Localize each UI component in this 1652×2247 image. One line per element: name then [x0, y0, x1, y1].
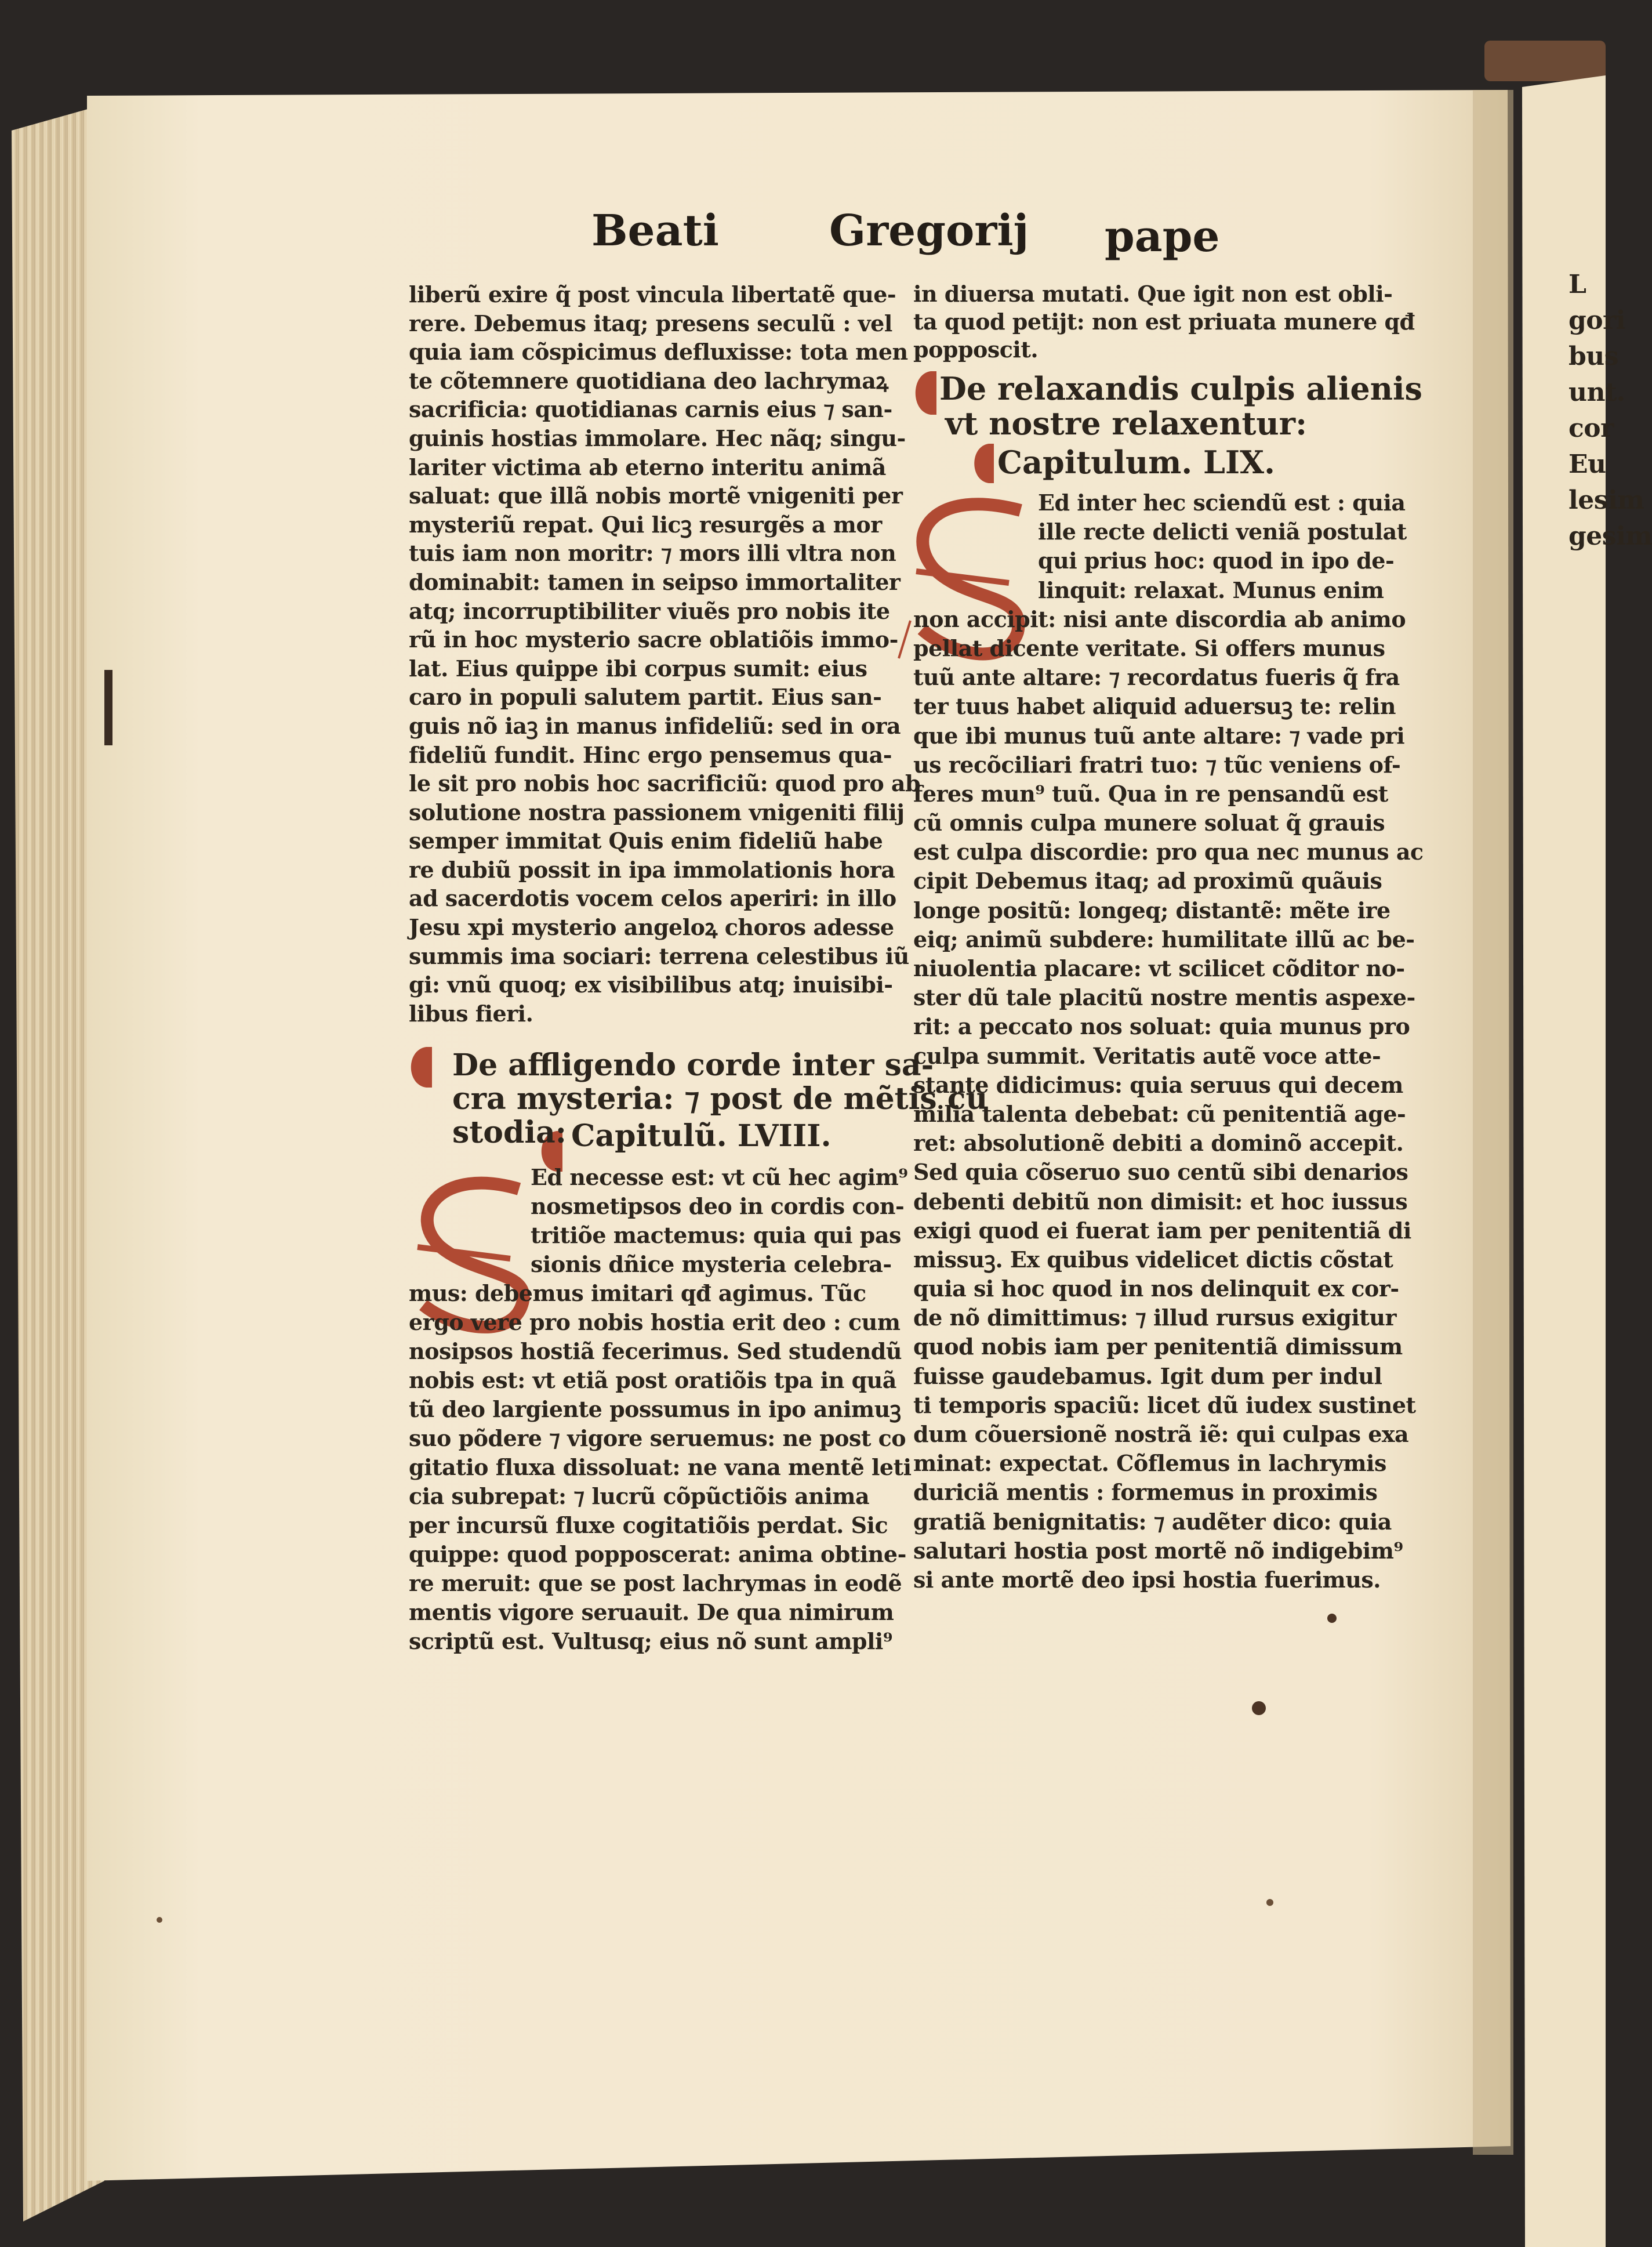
text-line: est culpa discordie: pro qua nec munus ac — [913, 839, 1424, 865]
text-line: pellat dicente veritate. Si offers munus — [913, 635, 1385, 661]
text-line: ster dũ tale placitũ nostre mentis aspexe- — [913, 984, 1415, 1011]
text-line: Jesu xpi mysterio angeloꝝ choros adesse — [409, 914, 894, 941]
text-line: gori — [1569, 306, 1626, 335]
text-line: sacrificia: quotidianas carnis eius ⁊ san- — [409, 396, 892, 423]
text-line: ille recte delicti veniã postulat — [1038, 519, 1407, 545]
text-line: lariter victima ab eterno interitu animã — [409, 454, 886, 480]
text-line: gratiã benignitatis: ⁊ audẽter dico: quia — [913, 1508, 1392, 1535]
left-column-bottom — [409, 1163, 912, 1656]
text-line: salutari hostia post mortẽ nõ indigebim⁹ — [913, 1537, 1403, 1564]
text-line: popposcit. — [913, 336, 1039, 363]
text-line: re meruit: que se post lachrymas in eodẽ — [409, 1570, 902, 1596]
ink-spot — [157, 1917, 162, 1923]
text-line: missuꝫ. Ex quibus videlicet dictis cõstat — [913, 1246, 1393, 1273]
text-line: quia si hoc quod in nos delinquit ex cor- — [913, 1275, 1399, 1302]
chapter-58-heading-line: cra mysteria: ⁊ post de mẽtis cu — [452, 1081, 988, 1117]
chapter-58-heading-line: stodia: — [452, 1115, 567, 1150]
text-line: longe positũ: longeq; distantẽ: mẽte ire — [913, 897, 1390, 923]
text-line: lat. Eius quippe ibi corpus sumit: eius — [409, 655, 867, 682]
text-line: ta quod petijt: non est priuata munere qđ — [913, 309, 1415, 335]
text-line: quia iam cõspicimus defluxisse: tota men — [409, 339, 908, 365]
text-line: solutione nostra passionem vnigeniti filij — [409, 799, 905, 825]
text-line: dominabit: tamen in seipso immortaliter — [409, 568, 901, 595]
clasp-icon — [1484, 41, 1606, 81]
text-line: cipit Debemus itaq; ad proximũ quãuis — [913, 868, 1382, 894]
text-line: in diuersa mutati. Que igit non est obli- — [913, 281, 1393, 307]
text-line: scriptũ est. Vultusq; eius nõ sunt ampli⁹ — [409, 1628, 892, 1654]
text-line: gitatio fluxa dissoluat: ne vana mentẽ leti — [409, 1454, 912, 1480]
chapter-58-heading-line: De affligendo corde inter sa- — [452, 1048, 934, 1083]
text-line: nosmetipsos deo in cordis con- — [531, 1193, 905, 1219]
text-line: quippe: quod popposcerat: anima obtine- — [409, 1541, 906, 1567]
text-line: gesim — [1569, 521, 1652, 551]
text-line: te cõtemnere quotidiana deo lachrymaꝝ — [409, 367, 888, 394]
text-line: gi: vnũ quoq; ex visibilibus atq; inuisibi- — [409, 972, 893, 998]
text-line: lesim — [1569, 485, 1644, 515]
text-line: que ibi munus tuũ ante altare: ⁊ vade pri — [913, 722, 1405, 749]
text-line: milia talenta debebat: cũ penitentiã age- — [913, 1100, 1406, 1127]
text-line: ti temporis spaciũ: licet dũ iudex sustinet — [913, 1391, 1416, 1418]
text-line: semper immitat Quis enim fideliũ habe — [409, 828, 883, 854]
text-line: guinis hostias immolare. Hec nãq; singu- — [409, 425, 906, 451]
text-line: suo põdere ⁊ vigore seruemus: ne post co — [409, 1425, 906, 1451]
text-line: Sed quia cõseruo suo centũ sibi denarios — [913, 1159, 1408, 1186]
text-line: tũ deo largiente possumus in ipo animuꝫ — [409, 1396, 901, 1422]
text-line: unt. — [1569, 378, 1625, 407]
text-line: linquit: relaxat. Munus enim — [1038, 577, 1384, 603]
chapter-58-number: Capitulũ. LVIII. — [571, 1118, 832, 1154]
text-line: minat: expectat. Cõflemus in lachrymis — [913, 1450, 1386, 1477]
text-line: cia subrepat: ⁊ lucrũ cõpũctiõis anima — [409, 1483, 870, 1509]
text-line: liberũ exire q̃ post vincula libertatẽ que- — [409, 281, 896, 307]
text-line: rũ in hoc mysterio sacre oblatiõis immo- — [409, 626, 898, 653]
running-head-beati: Beati — [591, 206, 719, 256]
text-line: de nõ dimittimus: ⁊ illud rursus exigitur — [913, 1304, 1396, 1331]
text-line: rit: a peccato nos soluat: quia munus pro — [913, 1013, 1410, 1040]
text-line: duriciã mentis : formemus in proximis — [913, 1479, 1378, 1506]
text-line: tuis iam non moritr: ⁊ mors illi vltra non — [409, 540, 896, 567]
text-line: feres mun⁹ tuũ. Qua in re pensandũ est — [913, 780, 1388, 807]
text-line: saluat: que illã nobis mortẽ vnigeniti per — [409, 483, 903, 509]
text-line: le sit pro nobis hoc sacrificiũ: quod pro ab — [409, 770, 921, 797]
text-line: nosipsos hostiã fecerimus. Sed studendũ — [409, 1338, 902, 1364]
text-line: tuũ ante altare: ⁊ recordatus fueris q̃ fra — [913, 664, 1400, 691]
chapter-59-heading — [939, 371, 1422, 441]
text-line: fideliũ fundit. Hinc ergo pensemus qua- — [409, 741, 892, 768]
text-line: cor — [1569, 414, 1614, 443]
text-line: niuolentia placare: vt scilicet cõditor no- — [913, 955, 1405, 981]
text-line: nobis est: vt etiã post oratiõis tpa in quã — [409, 1367, 896, 1393]
text-line: non accipit: nisi ante discordia ab animo — [913, 606, 1406, 632]
left-column-top — [409, 280, 921, 1028]
text-line: atq; incorruptibiliter viuẽs pro nobis ite — [409, 597, 890, 624]
text-line: ret: absolutionẽ debiti a dominõ accepit. — [913, 1130, 1404, 1157]
text-line: debenti debitũ non dimisit: et hoc iussus — [913, 1188, 1408, 1215]
text-line: Eu — [1569, 450, 1606, 479]
text-line: per incursũ fluxe cogitatiõis perdat. Sic — [409, 1512, 888, 1538]
running-head-gregorij: Gregorij — [829, 206, 1029, 256]
text-line: fuisse gaudebamus. Igit dum per indul — [913, 1362, 1382, 1389]
text-line: mus: debemus imitari qđ agimus. Tũc — [409, 1280, 866, 1306]
text-line: us recõciliari fratri tuo: ⁊ tũc veniens of- — [913, 751, 1401, 778]
text-line: ergo vere pro nobis hostia erit deo : cum — [409, 1309, 901, 1335]
text-line: eiq; animũ subdere: humilitate illũ ac be- — [913, 926, 1415, 952]
chapter-59-heading-line: De relaxandis culpis alienis — [939, 370, 1422, 407]
right-column-bottom — [913, 488, 1424, 1594]
ink-spot — [1327, 1614, 1337, 1623]
text-line: tritiõe mactemus: quia qui pas — [531, 1222, 901, 1248]
text-line: rere. Debemus itaq; presens seculũ : vel — [409, 310, 892, 336]
text-line: stante didicimus: quia seruus qui decem — [913, 1071, 1403, 1098]
binding-mark — [104, 670, 112, 745]
ink-spot — [1252, 1701, 1266, 1715]
chapter-59-number: Capitulum. LIX. — [997, 444, 1275, 481]
ink-spot — [1266, 1899, 1273, 1906]
text-line: qui prius hoc: quod in ipo de- — [1038, 548, 1395, 574]
running-head-pape: pape — [1105, 212, 1220, 262]
text-line: cũ omnis culpa munere soluat q̃ grauis — [913, 810, 1385, 836]
text-line: libus fieri. — [409, 1000, 533, 1027]
text-line: caro in populi salutem partit. Eius san- — [409, 684, 882, 711]
text-line: exigi quod ei fuerat iam per penitentiã di — [913, 1217, 1411, 1244]
text-line: Ed inter hec sciendũ est : quia — [1038, 490, 1406, 516]
right-column-top — [913, 280, 1415, 364]
text-line: si ante mortẽ deo ipsi hostia fuerimus. — [913, 1566, 1381, 1593]
gutter-shadow — [1473, 90, 1513, 2155]
text-line: ad sacerdotis vocem celos aperiri: in illo — [409, 885, 896, 912]
text-line: culpa summit. Veritatis autẽ voce atte- — [913, 1042, 1381, 1069]
text-line: mysteriũ repat. Qui licꝫ resurgẽs a mor — [409, 511, 882, 538]
text-line: mentis vigore seruauit. De qua nimirum — [409, 1599, 894, 1625]
text-line: sionis dñice mysteria celebra- — [531, 1251, 892, 1277]
text-line: summis ima sociari: terrena celestibus iũ — [409, 943, 909, 969]
text-line: re dubiũ possit in ipa immolationis hora — [409, 856, 895, 883]
text-line: guis nõ iaꝫ in manus infideliũ: sed in ora — [409, 712, 901, 739]
text-line: ter tuus habet aliquid aduersuꝫ te: relin — [913, 693, 1396, 720]
facing-page-text — [1569, 267, 1652, 554]
text-line: Ed necesse est: vt cũ hec agim⁹ — [531, 1164, 908, 1190]
text-line: bus — [1569, 342, 1619, 371]
text-line: quod nobis iam per penitentiã dimissum — [913, 1333, 1403, 1360]
text-line: L — [1569, 270, 1586, 299]
chapter-59-heading-line: vt nostre relaxentur: — [945, 405, 1308, 442]
text-line: dum cõuersionẽ nostrã iẽ: qui culpas exa — [913, 1421, 1409, 1447]
